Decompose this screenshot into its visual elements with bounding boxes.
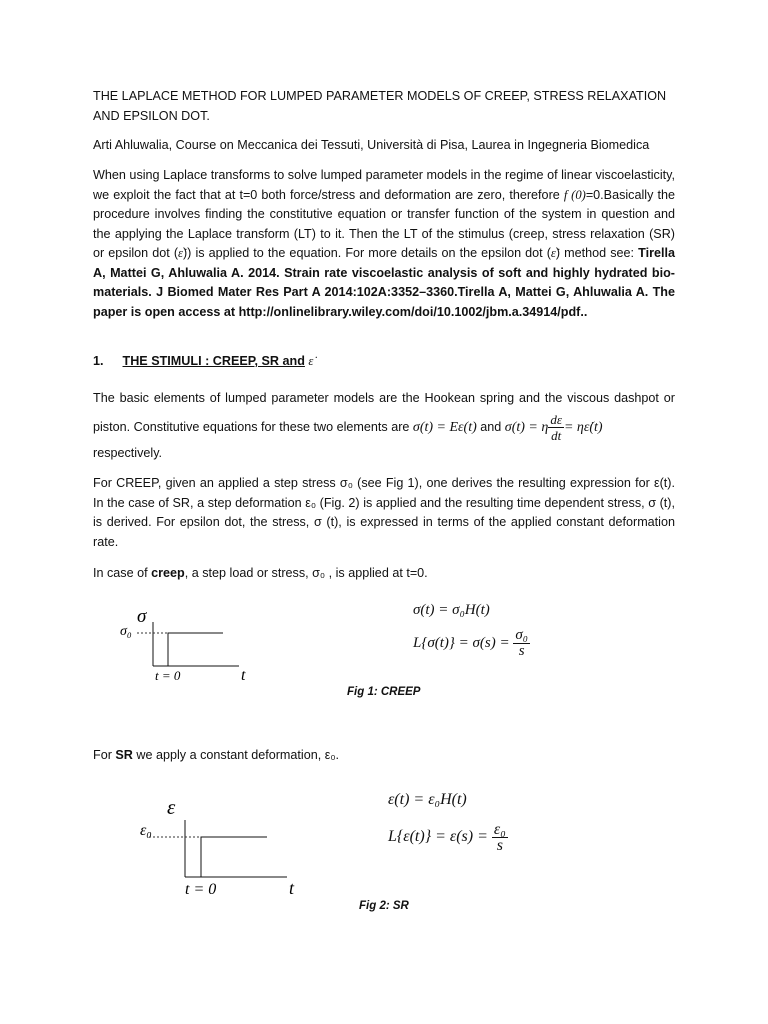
- dashpot-equation-lhs: σ(t) = η: [504, 419, 549, 435]
- intro-text-2: =0.Basically the procedure involves finding the constitutive equation or transfer function of the system in question and the applying the Laplace transform (LT) to it. Then the LT of the stimulus (creep, stress relaxation (SR) or epsilon dot (: [93, 187, 675, 260]
- sr-pre: For: [93, 748, 112, 762]
- dashpot-equation-rhs: = ηε̇(t): [563, 419, 603, 435]
- sr-word: SR: [115, 748, 133, 762]
- fig2-eq2-fraction: [492, 822, 508, 853]
- fig2-caption: Fig 2: SR: [359, 900, 409, 912]
- document-title: THE LAPLACE METHOD FOR LUMPED PARAMETER MODELS OF CREEP, STRESS RELAXATION AND EPSILON DOT.: [93, 89, 667, 123]
- dashpot-denominator: dt: [551, 428, 562, 443]
- fig2-t-label: t: [289, 878, 295, 898]
- fig2-step-graph: [135, 790, 315, 900]
- fig1-y-label: σ: [137, 606, 147, 627]
- sr-post: we apply a constant deformation, ε₀.: [136, 748, 340, 762]
- fig1-step-line: [168, 633, 223, 666]
- edot-symbol-2: ε̇: [550, 246, 556, 260]
- fig2-t0-label: t = 0: [185, 881, 217, 898]
- creep-word: creep: [151, 566, 185, 580]
- respectively-line: respectively.: [93, 446, 163, 460]
- fig1-t-label: t: [241, 667, 246, 684]
- fig2-level-label: ε₀: [140, 822, 152, 839]
- creep-sr-paragraph: For CREEP, given an applied a step stress σ₀ (see Fig 1), one derives the resulting expression for ε(t). In the case of SR, a step deformation ε₀ (Fig. 2) is applied and the resulting time dependent stress, σ (t), is derived. For epsilon dot, the stress, σ (t), is expressed in terms of the applied constant deformation rate.: [93, 476, 675, 549]
- intro-paragraph: [93, 166, 675, 322]
- fig2-eq2-lhs: L{ε(t)} = ε(s) =: [388, 828, 488, 846]
- fig1-caption: Fig 1: CREEP: [347, 686, 421, 698]
- f0-symbol: f (0): [563, 187, 586, 202]
- section-heading-text: THE STIMULI : CREEP, SR and: [122, 354, 305, 368]
- fig1-eq2-lhs: L{σ(t)} = σ(s) =: [413, 634, 510, 651]
- section-number: 1.: [93, 354, 104, 368]
- fig1-eq2-numerator: σ₀: [515, 627, 528, 643]
- creep-case-post: , a step load or stress, σ₀ , is applied at t=0.: [184, 566, 428, 580]
- basic-elements-paragraph: [93, 385, 675, 443]
- basic-text: The basic elements of lumped parameter models are the Hookean spring and the viscous dashpot or piston. Constitutive equations for these two elements are: [93, 391, 675, 434]
- section-heading-symbol: ε̇: [308, 354, 314, 368]
- fig1-eq2-fraction: [513, 628, 530, 659]
- fig2-eq2-denominator: s: [496, 837, 503, 854]
- author-line: Arti Ahluwalia, Course on Meccanica dei Tessuti, Università di Pisa, Laurea in Ingegneria Biomedica: [93, 138, 650, 152]
- dashpot-numerator: dε: [550, 412, 562, 427]
- intro-text-1: When using Laplace transforms to solve lumped parameter models in the regime of linear viscoelasticity, we exploit the fact that at t=0 both force/stress and deformation are zero, therefore: [93, 168, 675, 202]
- fig2-equation-2: [388, 822, 508, 853]
- intro-text-3: )) is applied to the equation. For more details on the epsilon dot (: [182, 246, 551, 260]
- edot-symbol: ε̇: [178, 246, 183, 260]
- fig2-y-label: ε: [167, 795, 176, 819]
- section-1-heading: [93, 354, 313, 369]
- fig1-equation-2: [413, 628, 530, 659]
- fig1-t0-label: t = 0: [155, 668, 181, 683]
- sr-line: [93, 746, 675, 766]
- creep-case-pre: In case of: [93, 566, 148, 580]
- fig1-level-label: σ₀: [120, 624, 132, 639]
- creep-case-line: [93, 564, 675, 584]
- fig1-equation-1: σ(t) = σ₀H(t): [413, 602, 490, 618]
- fig2-equation-1: ε(t) = ε₀H(t): [388, 791, 467, 808]
- and-word: and: [480, 419, 502, 434]
- reference-citation: Tirella A, Mattei G, Ahluwalia A. 2014. Strain rate viscoelastic analysis of soft and highly hydrated bio-materials. J Biomed Mater Res Part A 2014:102A:3352–3360.Tirella A, Mattei G, Ahluwalia A. The paper is open access at http://onlinelibrary.wiley.com/doi/10.1002/jbm.a.34914/pdf..: [93, 246, 675, 319]
- fig2-eq2-numerator: ε₀: [493, 821, 506, 838]
- dashpot-fraction: [548, 412, 564, 443]
- fig1-step-graph: [115, 598, 265, 688]
- fig2-step-line: [201, 837, 267, 877]
- fig1-eq2-denominator: s: [518, 643, 525, 659]
- intro-text-4: ) method see:: [555, 246, 635, 260]
- spring-equation: σ(t) = Eε(t): [412, 419, 477, 435]
